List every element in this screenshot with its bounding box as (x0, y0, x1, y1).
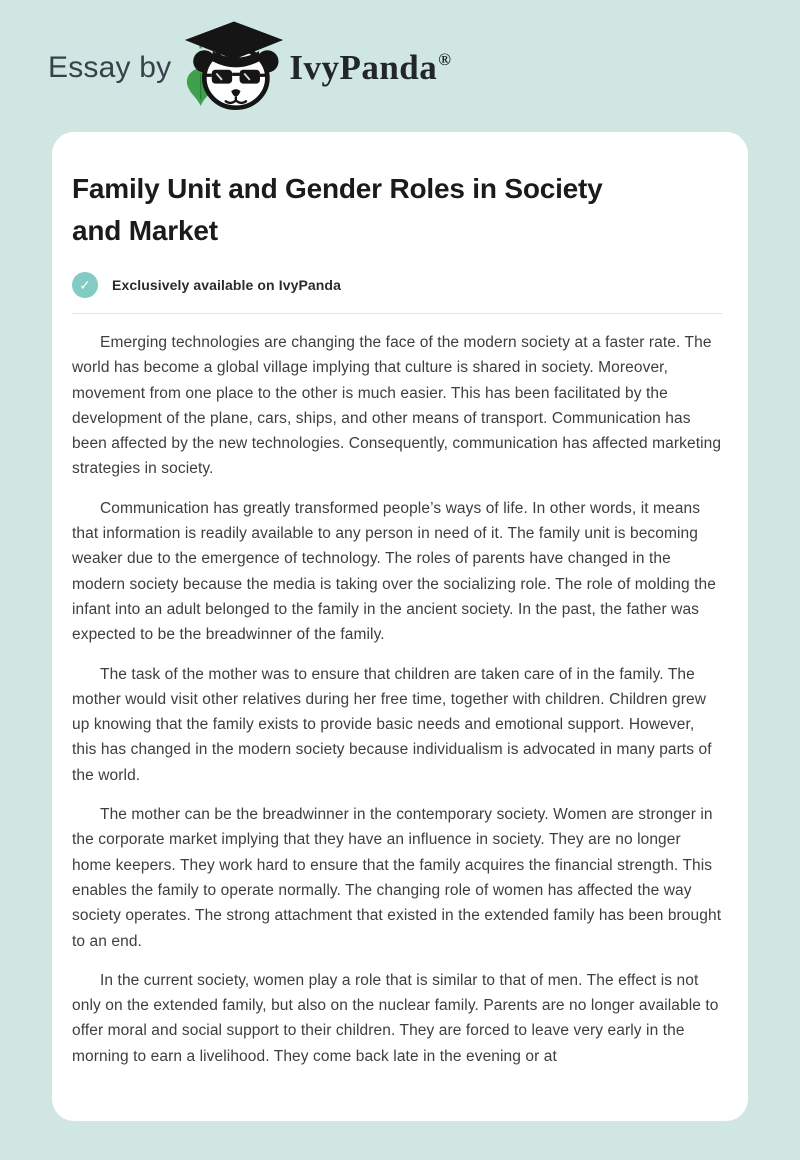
check-icon: ✓ (72, 272, 98, 298)
exclusive-badge-label: Exclusively available on IvyPanda (112, 277, 341, 293)
registered-mark: ® (438, 50, 452, 69)
essay-paragraph-1: Emerging technologies are changing the face of the modern society at a faster rate. The world has become a global village implying that culture is shared in society. Moreover, movement from one place to the other is much easier. This has been facilitated by the development of the plane, cars, ships, and other means of transport. Communication has been affected by the new technologies. Consequently, communication has affected marketing strategies in society. (72, 334, 722, 478)
brand-name[interactable]: IvyPanda® (289, 48, 452, 87)
essay-body (72, 330, 722, 1069)
essay-paragraph-4: The mother can be the breadwinner in the contemporary society. Women are stronger in the corporate market implying that they have an influence in society. They are no longer home keepers. They work hard to ensure that the family acquires the financial strength. This enables the family to operate normally. The changing role of women has affected the way society operates. The strong attachment that existed in the extended family has been brought to an end. (72, 806, 722, 950)
essay-by-label: Essay by (48, 51, 172, 84)
divider (72, 313, 722, 314)
essay-paragraph-3: The task of the mother was to ensure that children are taken care of in the family. The mother would visit other relatives during her free time, together with children. Children grew up knowing that the family exists to provide basic needs and emotional support. However, this has changed in the modern society because individualism is advocated in many parts of the world. (72, 665, 712, 784)
title-line-2: and Market (72, 215, 218, 246)
panda-graduate-icon (171, 23, 289, 113)
essay-paragraph-5: In the current society, women play a role that is similar to that of men. The effect is not only on the extended family, but also on the nuclear family. Parents are no longer available to offer moral and social support to their children. They are forced to leave very early in the morning to earn a livelihood. They come back late in the evening or at (72, 971, 719, 1065)
exclusive-badge (72, 272, 722, 298)
site-header (0, 0, 800, 116)
ivypanda-logo[interactable] (171, 23, 451, 113)
title-line-1: Family Unit and Gender Roles in Society (72, 173, 603, 204)
essay-paragraph-2: Communication has greatly transformed people’s ways of life. In other words, it means that information is readily available to any person in need of it. The family unit is becoming weaker due to the emergence of technology. The roles of parents have changed in the modern society because the media is taking over the socializing role. The role of molding the infant into an adult belonged to the family in the ancient society. In the past, the father was expected to be the breadwinner of the family. (72, 499, 716, 644)
essay-card (52, 132, 748, 1121)
page-title (72, 168, 722, 252)
